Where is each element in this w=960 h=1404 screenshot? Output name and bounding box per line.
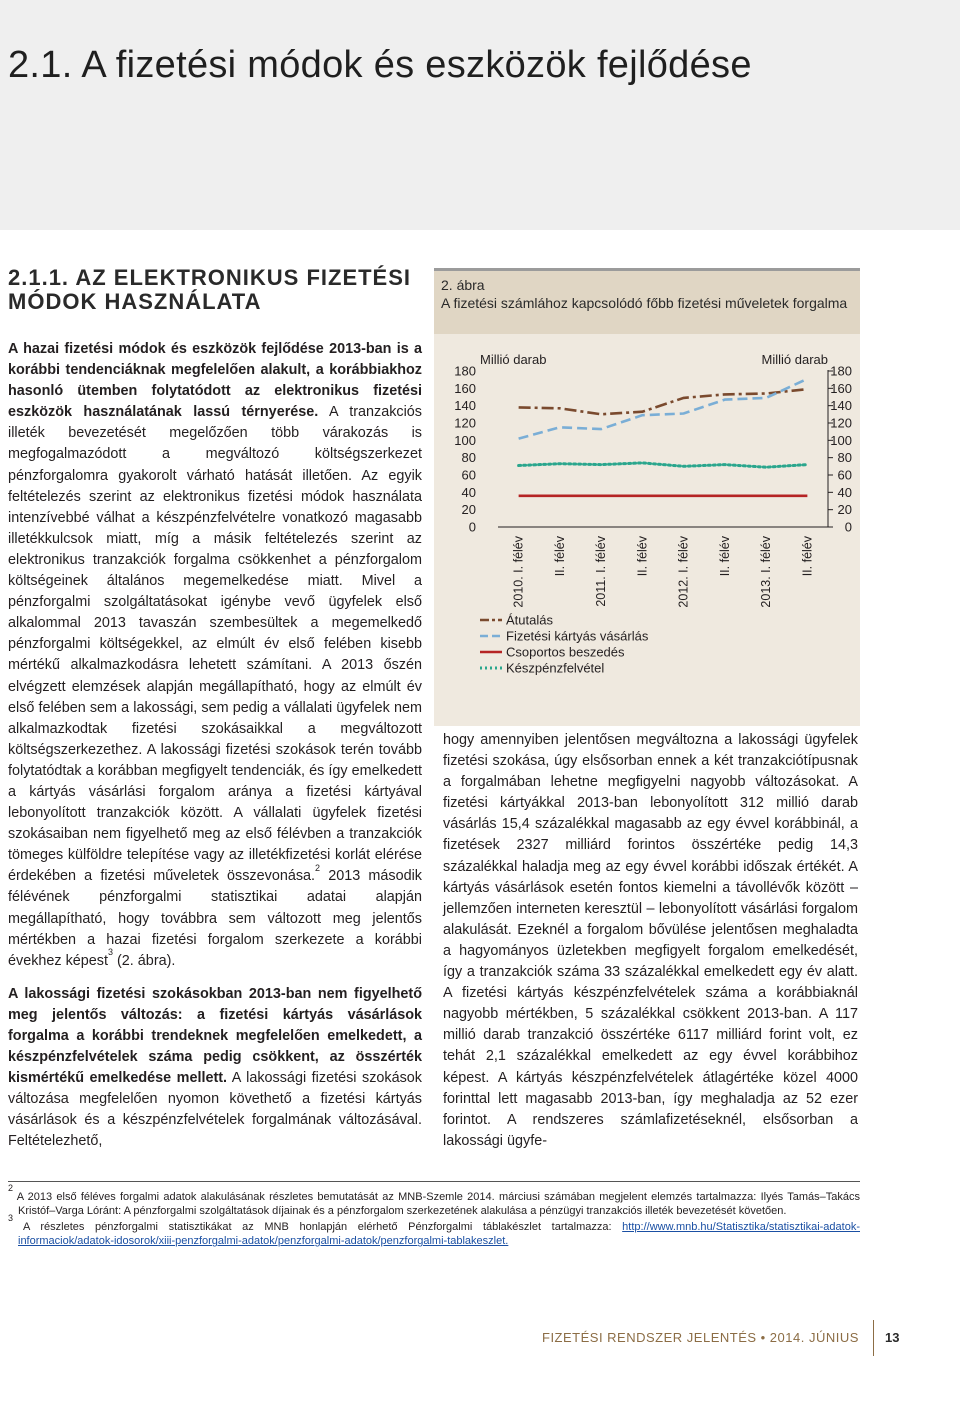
section-title: 2.1.1. AZ ELEKTRONIKUS FIZETÉSI MÓDOK HASZNÁLATA <box>8 265 412 314</box>
legend-label: Átutalás <box>506 612 553 628</box>
left-paragraph-2: A lakossági fizetési szokásokban 2013-ban nem figyelhető meg jelentős változás: a fizetési kártyás vásárlások forgalma a korábbi trendeknek megfelelően emelkedett, a készpénzfelvételek száma pedig csökkent, az összérték kismértékű emelkedése mellett. A lakossági fizetési szokások változása megfelelően nyomon követhető a fizetési kártyás vásárlások és a készpénzfelvételek forgalmának változásával. Feltételezhető, <box>8 985 422 1150</box>
right-y-ticks <box>828 364 852 535</box>
footnote-2: $^2$ A 2013 első féléves forgalmi adatok alakulásának részletes bemutatását az MNB-Szemle 2014. márciusi számában megjelent elemzés tartalmazza: Ilyés Tamás–Takács Kristóf–Varga Lóránt: A pénzforgalmi szolgáltatások díjainak és a pénzforgalom szerkezetének alakulása a pénzügyi tranzakciós illeték bevezetését követően. <box>8 1183 861 1218</box>
x-tick-labels <box>512 535 815 607</box>
right-paragraph-1: hogy amennyiben jelentősen megváltozna a lakossági ügyfelek fizetési szokása, úgy elsősorban ennek a két tranzakciótípusnak a forgalmában lehetne megfigyelni nagyobb változásokat. A fizetési kártyákkal 2013-ban lebonyolított 312 millió darab vásárlás 15,4 százalékkal magasabb az egy évvel korábbinál, a fizetések 2327 milliárd forintos összértéke pedig 14,3 százalékkal haladja meg az egy évvel korábbi időszak értékét. A kártyás vásárlások esetén fontos kiemelni a távollévők között – jellemzően interneten keresztül – lebonyolított vásárlási forgalom alakulását. Ezeknél a forgalom bővülése jelentősen meghaladta a hagyományos üzletekben megfigyelt forgalom emelkedését, így a tranzakciók száma 33 százalékkal emelkedett egy év alatt. A fizetési kártyás készpénzfelvételek száma a korábbiaknál nagyobb mértékben, 5 százalékkal csökkent 2013-ban. A 117 millió darab tranzakció összértéke 6117 milliárd forint volt, ez tehát 2,1 százalékkal emelkedett az egy évvel korábbihoz képest. A kártyás készpénzfelvételek átlagértéke közel 4000 forinttal lett magasabb 2013-ban, így meghaladja az 52 ezer forintot. A rendszeres számlafizetéseknél, elsősorban a lakossági ügyfe- <box>443 732 858 1149</box>
left-column <box>8 339 422 1153</box>
y-tick-label-right: 100 <box>830 432 852 448</box>
x-tick-label: II. félév <box>800 536 815 577</box>
left-y-ticks <box>454 364 476 535</box>
header-band <box>0 0 960 230</box>
legend-label: Csoportos beszedés <box>506 644 625 660</box>
y-tick-label-left: 140 <box>454 398 476 414</box>
y-tick-label-right: 120 <box>830 415 852 431</box>
y-tick-label-left: 80 <box>461 450 476 466</box>
y-tick-label-right: 80 <box>837 450 852 466</box>
right-axis-unit: Millió darab <box>761 352 828 367</box>
series-line <box>519 463 808 467</box>
y-tick-label-right: 20 <box>837 502 852 518</box>
y-tick-label-left: 160 <box>454 380 476 396</box>
lead-bold-text: A hazai fizetési módok és eszközök fejlődése 2013-ban is a korábbi tendenciáknak megfelelően alakult, a korábbiakhoz hasonló ütemben folytatódott az elektronikus fizetési eszközök használatának lassú térnyerése. <box>8 341 422 421</box>
y-tick-label-left: 60 <box>461 467 476 483</box>
x-tick-label: II. félév <box>552 536 567 577</box>
statistics-link[interactable]: http://www.mnb.hu/Statisztika/statisztikai-adatok-informaciok/adatok-idosorok/xiii-penzforgalmi-adatok/penzforgalmi-adatok/penzforgalmi-tablakeszlet. <box>18 1220 860 1248</box>
footer-divider <box>873 1320 874 1356</box>
series-line <box>519 379 808 439</box>
footnote-ref-3[interactable]: 3 <box>108 946 114 957</box>
left-paragraph-1: A hazai fizetési módok és eszközök fejlődése 2013-ban is a korábbi tendenciáknak megfelelően alakult, a korábbiakhoz hasonló ütemben folytatódott az elektronikus fizetési eszközök használatának lassú térnyerése. A tranzakciós illeték bevezetését megelőzően több várakozás is megfogalmazódott a megváltozó költségszerkezet pénzforgalomra gyakorolt várható hatását illetően. Az egyik feltételezés szerint az elektronikus fizetési módok használata intenzívebbé válhat a készpénzfelvételre vonatkozó magasabb illetékkulcsok miatt, míg a másik feltételezés szerint az elektronikus tranzakciók forgalma csökkenhet a pénzforgalom költségeinek általános megemelkedése miatt. Mivel a pénzforgalmi szolgáltatásokat igénybe vevő ügyfelek első alkalommal 2013 tavaszán szembesültek a megemelkedő pénzforgalmi költségekkel, az elmúlt év első felében kisebb mértékű alkalmazkodásra lehetett számítani. A 2013 őszén elvégzett elemzések alapján megállapítható, hogy az elmúlt év első felében sem a lakossági, sem pedig a vállalati ügyfelek nem alkalmazkodtak fizetési szokásaikkal a megváltozott költségszerkezethez. A lakossági fizetési szokások terén tovább folytatódtak a korábban megfigyelt tendenciák, és így emelkedett a kártyás vásárlási forgalom aránya a fizetési kártyával lebonyolított tranzakciók között. A vállalati ügyfelek fizetési szokásaiban nem figyelhető meg az első félévben a tranzakciók tömeges külföldre telepítése vagy az illetékfizetési korlát elérése érdekében a fizetési műveletek összevonása.$^2$ 2013 második félévének pénzforgalmi statisztikai adatai alapján megállapítható, hogy továbbra sem változott meg jelentős mértékben a hazai fizetési forgalom szerkezete a korábbi évekhez képest$^3$ (2. ábra). <box>8 341 422 969</box>
x-tick-label: II. félév <box>717 536 732 577</box>
footnotes <box>8 1181 860 1249</box>
x-tick-label: II. félév <box>635 536 650 577</box>
chart-title: A fizetési számlához kapcsolódó főbb fizetési műveletek forgalma <box>441 295 848 311</box>
y-tick-label-left: 180 <box>454 363 476 379</box>
chart-legend <box>480 613 649 676</box>
y-tick-label-left: 120 <box>454 415 476 431</box>
page-title: 2.1. A fizetési módok és eszközök fejlődése <box>8 44 752 86</box>
left-axis-unit: Millió darab <box>480 352 547 367</box>
line-chart <box>434 334 860 726</box>
footnote-3: $^3$ A részletes pénzforgalmi statisztikákat az MNB honlapján elérhető Pénzforgalmi táblakészlet tartalmazza: http://www.mnb.hu/Statisztika/statisztikai-adatok-informaciok/adatok-idosorok/xiii-penzforgalmi-adatok/penzforgalmi-adatok/penzforgalmi-tablakeszlet. <box>8 1213 860 1248</box>
chart-header <box>434 268 860 334</box>
series-lines <box>519 379 808 496</box>
y-tick-label-left: 0 <box>468 519 476 535</box>
y-tick-label-right: 40 <box>837 484 852 500</box>
y-tick-label-right: 140 <box>830 398 852 414</box>
y-tick-label-right: 0 <box>844 519 852 535</box>
y-tick-label-left: 20 <box>461 502 476 518</box>
series-line <box>519 389 808 414</box>
highlight-bold-text: A lakossági fizetési szokásokban 2013-ban nem figyelhető meg jelentős változás: a fizetési kártyás vásárlások forgalma a korábbi trendeknek megfelelően emelkedett, a készpénzfelvételek száma pedig csökkent, az összérték kismértékű emelkedése mellett. <box>8 985 422 1087</box>
report-footer: FIZETÉSI RENDSZER JELENTÉS • 2014. JÚNIUS <box>542 1330 859 1345</box>
footnote-ref-2[interactable]: 2 <box>315 862 321 873</box>
y-tick-label-right: 160 <box>830 380 852 396</box>
x-tick-label: 2010. I. félév <box>511 536 526 608</box>
x-tick-label: 2013. I. félév <box>759 536 774 608</box>
y-tick-label-left: 100 <box>454 432 476 448</box>
x-tick-label: 2011. I. félév <box>594 536 609 607</box>
legend-label: Készpénzfelvétel <box>506 660 605 676</box>
legend-label: Fizetési kártyás vásárlás <box>506 628 649 644</box>
y-tick-label-right: 180 <box>830 363 852 379</box>
y-tick-label-left: 40 <box>461 484 476 500</box>
chart-figure <box>434 268 860 726</box>
right-column <box>443 730 858 1152</box>
chart-number: 2. ábra <box>441 277 485 293</box>
x-tick-label: 2012. I. félév <box>676 536 691 608</box>
y-tick-label-right: 60 <box>837 467 852 483</box>
page-number: 13 <box>885 1330 900 1345</box>
